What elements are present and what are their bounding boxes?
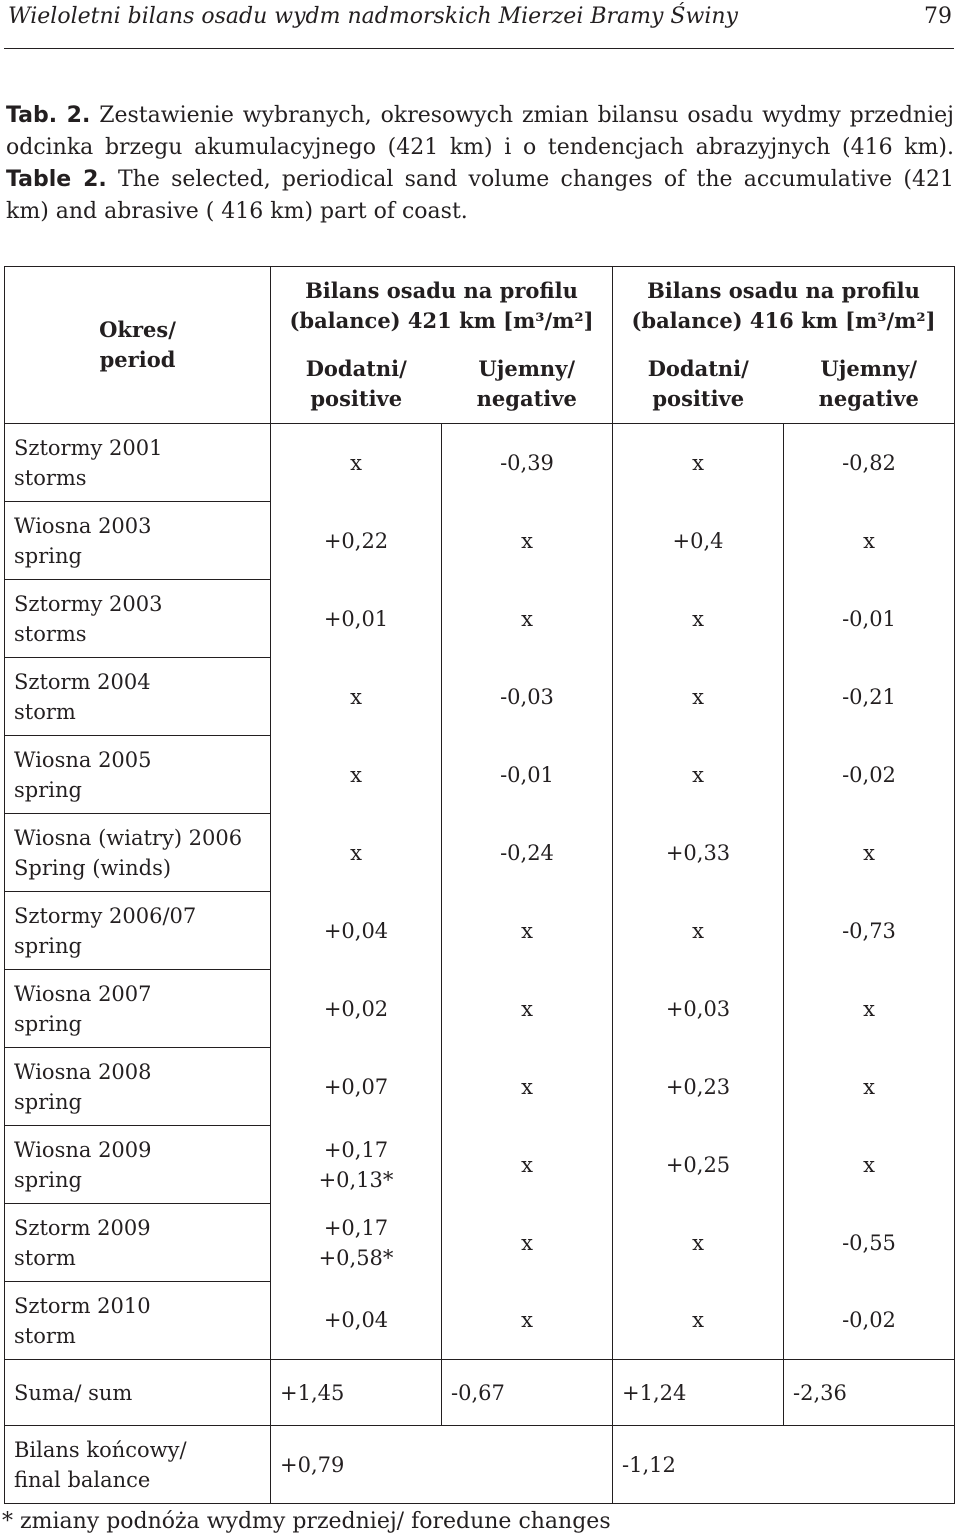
value-416-positive: x <box>613 424 784 502</box>
period-cell: Sztorm 2009 storm <box>5 1204 271 1282</box>
final-balance-label: Bilans końcowy/ final balance <box>5 1426 271 1504</box>
value-421-positive: +0,04 <box>271 892 442 970</box>
header-421-positive: Dodatni/ positive <box>271 345 442 424</box>
table-body <box>5 424 955 1360</box>
value-421-positive: x <box>271 814 442 892</box>
final-balance-416: -1,12 <box>613 1426 955 1504</box>
value-416-positive: +0,03 <box>613 970 784 1048</box>
table-footnote: * zmiany podnóża wydmy przedniej/ foredune changes <box>2 1509 611 1534</box>
caption-pl-label: Tab. 2. <box>6 103 91 128</box>
table-row <box>5 970 955 1048</box>
table-row <box>5 1204 955 1282</box>
value-421-negative: x <box>442 502 613 580</box>
value-416-negative: -0,01 <box>784 580 955 658</box>
value-421-positive: +0,02 <box>271 970 442 1048</box>
value-416-positive: x <box>613 1204 784 1282</box>
table-row <box>5 580 955 658</box>
value-421-positive: x <box>271 736 442 814</box>
header-period: Okres/ period <box>5 267 271 424</box>
header-421-negative: Ujemny/ negative <box>442 345 613 424</box>
table-caption <box>6 100 954 228</box>
period-cell: Sztormy 2001 storms <box>5 424 271 502</box>
table-header <box>5 267 955 424</box>
value-421-positive: +0,01 <box>271 580 442 658</box>
final-balance-row <box>5 1426 955 1504</box>
value-421-negative: -0,03 <box>442 658 613 736</box>
sum-421-negative: -0,67 <box>442 1360 613 1426</box>
caption-pl-text: Zestawienie wybranych, okresowych zmian bilansu osadu wydmy przedniej odcinka brzegu akumulacyjnego (421 km) i o tendencjach abrazyjnych (416 km). <box>6 103 954 160</box>
value-416-positive: +0,25 <box>613 1126 784 1204</box>
value-421-positive: +0,17 +0,58* <box>271 1204 442 1282</box>
value-421-negative: -0,01 <box>442 736 613 814</box>
sum-421-positive: +1,45 <box>271 1360 442 1426</box>
value-416-positive: x <box>613 736 784 814</box>
value-416-negative: x <box>784 1126 955 1204</box>
value-416-positive: x <box>613 892 784 970</box>
header-group-416: Bilans osadu na profilu (balance) 416 km [m³/m²] <box>613 267 955 346</box>
value-416-positive: x <box>613 1282 784 1360</box>
value-416-positive: x <box>613 580 784 658</box>
running-head <box>4 0 954 49</box>
value-421-positive: x <box>271 658 442 736</box>
table-row <box>5 424 955 502</box>
table-row <box>5 814 955 892</box>
value-416-positive: x <box>613 658 784 736</box>
value-421-negative: x <box>442 892 613 970</box>
value-421-negative: x <box>442 1126 613 1204</box>
period-cell: Sztorm 2010 storm <box>5 1282 271 1360</box>
caption-en-label: Table 2. <box>6 167 107 192</box>
table-summary <box>5 1360 955 1504</box>
table-row <box>5 1282 955 1360</box>
value-416-negative: x <box>784 502 955 580</box>
header-416-negative: Ujemny/ negative <box>784 345 955 424</box>
period-cell: Sztormy 2006/07 spring <box>5 892 271 970</box>
header-416-positive: Dodatni/ positive <box>613 345 784 424</box>
table-row <box>5 736 955 814</box>
period-cell: Wiosna 2003 spring <box>5 502 271 580</box>
value-421-positive: +0,04 <box>271 1282 442 1360</box>
period-cell: Wiosna 2007 spring <box>5 970 271 1048</box>
sum-row <box>5 1360 955 1426</box>
value-421-positive: +0,17 +0,13* <box>271 1126 442 1204</box>
final-balance-421: +0,79 <box>271 1426 613 1504</box>
value-421-negative: x <box>442 970 613 1048</box>
value-421-negative: -0,24 <box>442 814 613 892</box>
value-416-negative: x <box>784 970 955 1048</box>
value-416-negative: -0,02 <box>784 736 955 814</box>
value-416-positive: +0,4 <box>613 502 784 580</box>
period-cell: Wiosna 2008 spring <box>5 1048 271 1126</box>
sum-416-positive: +1,24 <box>613 1360 784 1426</box>
value-416-negative: x <box>784 1048 955 1126</box>
caption-en-text: The selected, periodical sand volume changes of the accumulative (421 km) and abrasive ( 416 km) part of coast. <box>6 167 954 224</box>
value-421-negative: x <box>442 1204 613 1282</box>
value-416-negative: -0,21 <box>784 658 955 736</box>
value-421-negative: x <box>442 1048 613 1126</box>
value-421-positive: +0,22 <box>271 502 442 580</box>
period-cell: Sztormy 2003 storms <box>5 580 271 658</box>
value-421-negative: x <box>442 1282 613 1360</box>
value-421-negative: x <box>442 580 613 658</box>
period-cell: Sztorm 2004 storm <box>5 658 271 736</box>
value-416-negative: -0,73 <box>784 892 955 970</box>
value-416-positive: +0,33 <box>613 814 784 892</box>
value-416-negative: -0,02 <box>784 1282 955 1360</box>
page-number: 79 <box>924 4 952 29</box>
table-row <box>5 502 955 580</box>
period-cell: Wiosna (wiatry) 2006 Spring (winds) <box>5 814 271 892</box>
header-group-421: Bilans osadu na profilu (balance) 421 km [m³/m²] <box>271 267 613 346</box>
period-cell: Wiosna 2005 spring <box>5 736 271 814</box>
table-row <box>5 658 955 736</box>
value-416-negative: -0,55 <box>784 1204 955 1282</box>
table-row <box>5 1126 955 1204</box>
running-head-title: Wieloletni bilans osadu wydm nadmorskich Mierzei Bramy Świny <box>8 4 738 29</box>
table-row <box>5 892 955 970</box>
value-416-positive: +0,23 <box>613 1048 784 1126</box>
value-416-negative: x <box>784 814 955 892</box>
value-421-positive: +0,07 <box>271 1048 442 1126</box>
period-cell: Wiosna 2009 spring <box>5 1126 271 1204</box>
table-row <box>5 1048 955 1126</box>
value-416-negative: -0,82 <box>784 424 955 502</box>
value-421-negative: -0,39 <box>442 424 613 502</box>
sum-416-negative: -2,36 <box>784 1360 955 1426</box>
sum-label: Suma/ sum <box>5 1360 271 1426</box>
sand-balance-table <box>4 266 955 1504</box>
value-421-positive: x <box>271 424 442 502</box>
